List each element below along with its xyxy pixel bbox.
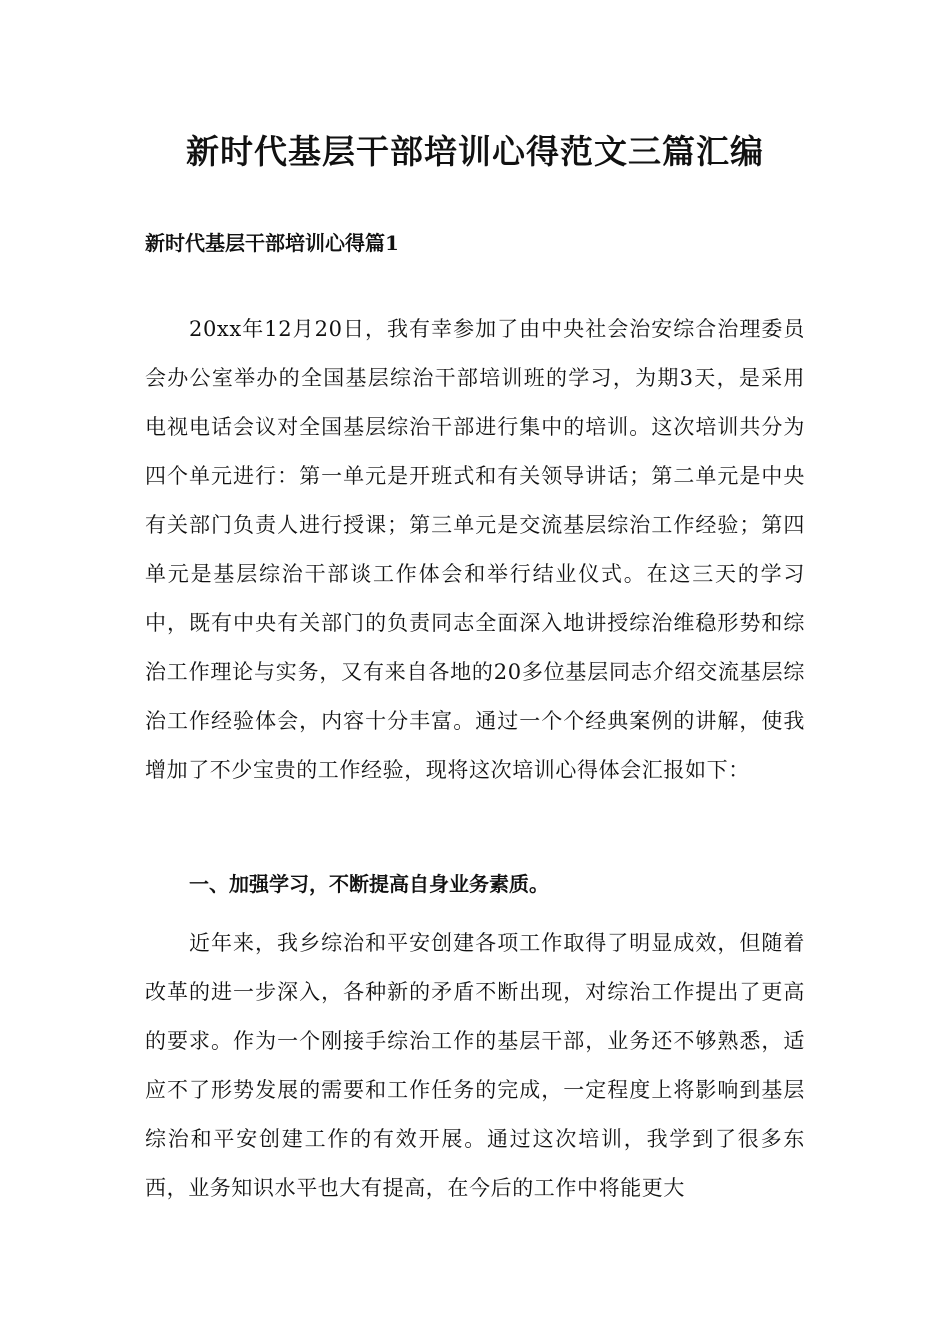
document-title: 新时代基层干部培训心得范文三篇汇编 [186, 132, 764, 171]
body-paragraph-1: 20xx年12月20日，我有幸参加了由中央社会治安综合治理委员会办公室举办的全国基层综治干部培训班的学习，为期3天，是采用电视电话会议对全国基层综治干部进行集中的培训。这次培训共分为四个单元进行：第一单元是开班式和有关领导讲话；第二单元是中央有关部门负责人进行授课；第三单元是交流基层综治工作经验；第四单元是基层综治干部谈工作体会和举行结业仪式。在这三天的学习中，既有中央有关部门的负责同志全面深入地讲授综治维稳形势和综治工作理论与实务，又有来自各地的20多位基层同志介绍交流基层综治工作经验体会，内容十分丰富。通过一个个经典案例的讲解，使我增加了不少宝贵的工作经验，现将这次培训心得体会汇报如下： [145, 317, 805, 782]
subheading-1: 一、加强学习，不断提高自身业务素质。 [189, 872, 549, 896]
section-heading: 新时代基层干部培训心得篇1 [145, 231, 399, 255]
body-paragraph-2: 近年来，我乡综治和平安创建各项工作取得了明显成效，但随着改革的进一步深入，各种新的矛盾不断出现，对综治工作提出了更高的要求。作为一个刚接手综治工作的基层干部，业务还不够熟悉，适应不了形势发展的需要和工作任务的完成，一定程度上将影响到基层综治和平安创建工作的有效开展。通过这次培训，我学到了很多东西，业务知识水平也大有提高，在今后的工作中将能更大 [145, 931, 805, 1200]
